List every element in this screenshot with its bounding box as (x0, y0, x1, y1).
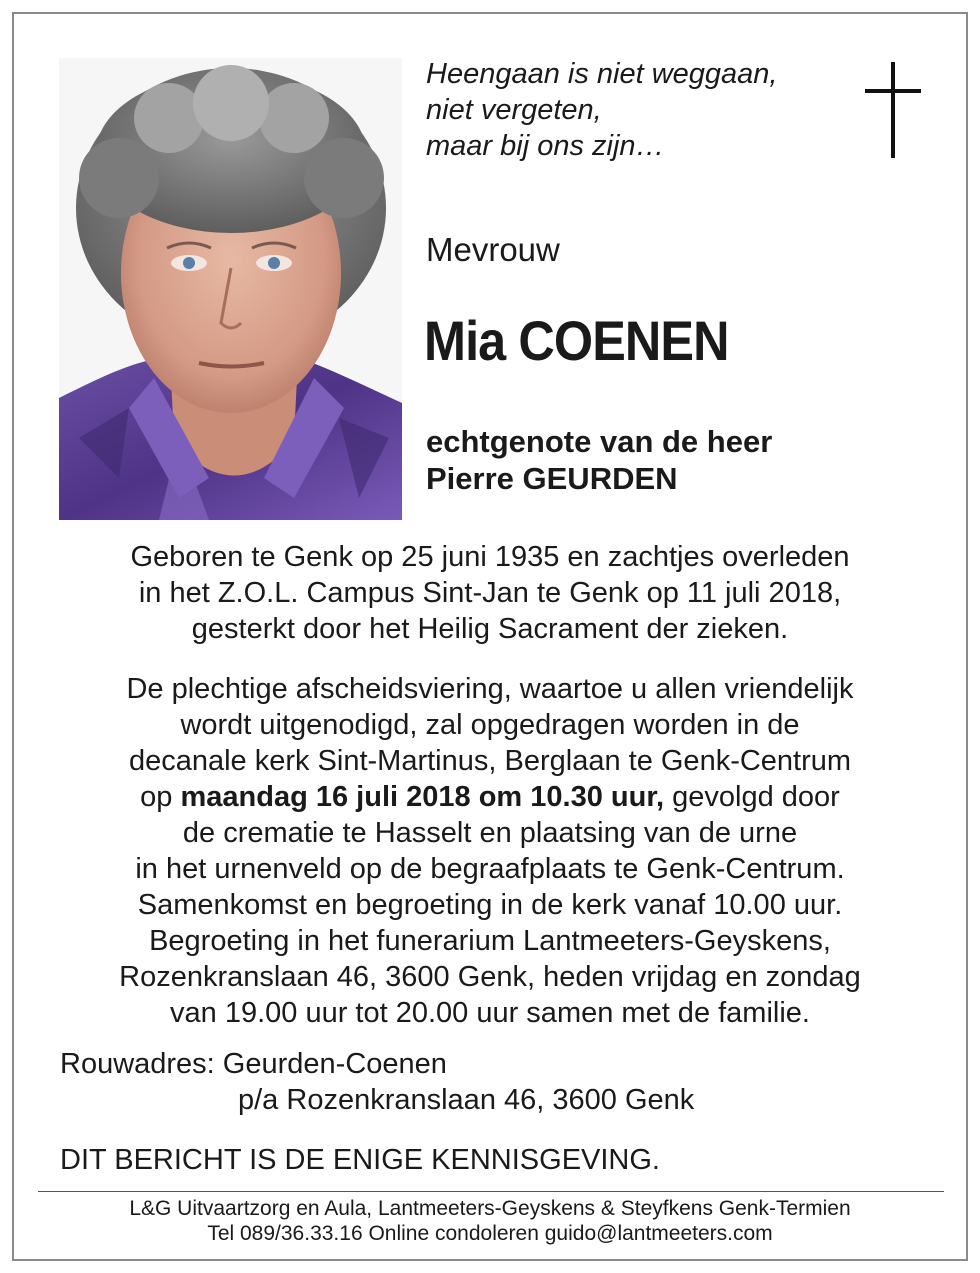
divider (38, 1191, 944, 1192)
deceased-name: Mia COENEN (424, 309, 729, 372)
ceremony-date: maandag 16 juli 2018 om 10.30 uur, (180, 781, 665, 813)
paragraph-line: in het urnenveld op de begraafplaats te Genk-Centrum. (135, 853, 845, 885)
paragraph-line: De plechtige afscheidsviering, waartoe u allen vriendelijk (126, 673, 854, 705)
funeral-home-footer (40, 1196, 940, 1246)
poem (426, 56, 777, 164)
poem-line: maar bij ons zijn… (426, 130, 665, 162)
spouse-line: echtgenote van de heer (426, 424, 773, 459)
text-span: op (140, 781, 181, 813)
text-span: gevolgd door (664, 781, 840, 813)
paragraph-line: decanale kerk Sint-Martinus, Berglaan te Genk-Centrum (128, 745, 852, 777)
honorific: Mevrouw (426, 231, 560, 268)
mourning-address-label: Rouwadres: Geurden-Coenen (60, 1048, 447, 1080)
poem-line: niet vergeten, (426, 94, 602, 126)
paragraph-line: wordt uitgenodigd, zal opgedragen worden in de (180, 709, 800, 741)
paragraph-line: Rozenkranslaan 46, 3600 Genk, heden vrijdag en zondag (119, 961, 861, 993)
notice-text: DIT BERICHT IS DE ENIGE KENNISGEVING. (60, 1144, 660, 1176)
portrait-photo (59, 58, 402, 520)
paragraph-line: Geboren te Genk op 25 juni 1935 en zachtjes overleden (130, 541, 850, 573)
cross-icon (865, 62, 921, 158)
ceremony-paragraph (40, 671, 940, 1031)
spouse-name: Pierre GEURDEN (426, 461, 678, 496)
mourning-address-street: p/a Rozenkranslaan 46, 3600 Genk (238, 1084, 695, 1116)
birth-death-paragraph (40, 539, 940, 647)
footer-line: L&G Uitvaartzorg en Aula, Lantmeeters-Geyskens & Steyfkens Genk-Termien (129, 1197, 851, 1220)
paragraph-line: in het Z.O.L. Campus Sint-Jan te Genk op 11 juli 2018, (138, 577, 842, 609)
paragraph-line: Samenkomst en begroeting in de kerk vanaf 10.00 uur. (137, 889, 843, 921)
footer-line: Tel 089/36.33.16 Online condoleren guido@lantmeeters.com (207, 1222, 773, 1245)
spouse-info (426, 423, 772, 497)
poem-line: Heengaan is niet weggaan, (426, 58, 778, 90)
paragraph-line: Begroeting in het funerarium Lantmeeters-Geyskens, (149, 925, 831, 957)
paragraph-line: gesterkt door het Heilig Sacrament der zieken. (191, 613, 789, 645)
paragraph-line (40, 779, 940, 815)
paragraph-line: van 19.00 uur tot 20.00 uur samen met de familie. (170, 997, 810, 1029)
paragraph-line: de crematie te Hasselt en plaatsing van de urne (182, 817, 798, 849)
